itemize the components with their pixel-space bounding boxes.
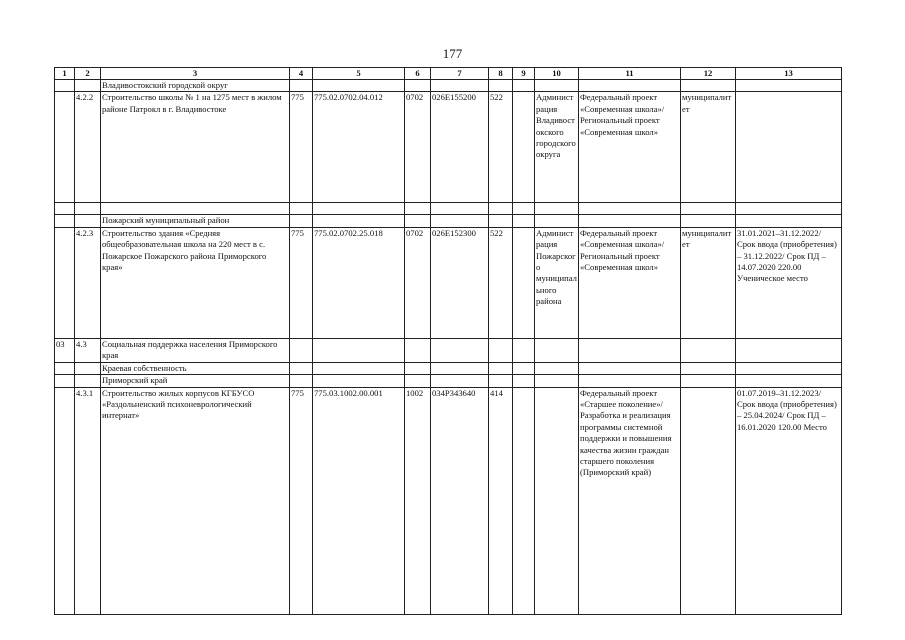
cell-code: 775 [290, 92, 313, 203]
row-number: 4.2.2 [75, 92, 101, 203]
object-name: Строительство здания «Средняя общеобразовательная школа на 220 мест в с. Пожарское Пожарского района Приморского края» [101, 227, 290, 338]
column-header: 10 [535, 68, 579, 80]
cell-customer: Администрация Владивостокского городского округа [535, 92, 579, 203]
header-row [55, 68, 842, 80]
section-row [55, 203, 842, 215]
column-header: 1 [55, 68, 75, 80]
cell-dates: 01.07.2019–31.12.2023/ Срок ввода (приобретения) – 25.04.2024/ Срок ПД – 16.01.2020 120.00 Место [736, 387, 842, 614]
cell-customer [535, 387, 579, 614]
cell-target-code: 026E152300 [431, 227, 489, 338]
cell-dates: 31.01.2021–31.12.2022/ Срок ввода (приобретения) – 31.12.2022/ Срок ПД – 14.07.2020 220.00 Ученическое место [736, 227, 842, 338]
cell-dates [736, 92, 842, 203]
column-header: 8 [489, 68, 513, 80]
cell-col9 [513, 387, 535, 614]
section-title: Пожарский муниципальный район [101, 215, 290, 227]
investment-objects-table [54, 67, 842, 615]
section-number: 4.3 [75, 338, 101, 362]
column-header: 7 [431, 68, 489, 80]
cell-code: 775 [290, 227, 313, 338]
column-header: 9 [513, 68, 535, 80]
column-header: 11 [579, 68, 681, 80]
cell-object-code: 775.02.0702.04.012 [313, 92, 405, 203]
cell-expense-code: 522 [489, 227, 513, 338]
table-row [55, 227, 842, 338]
cell-object-code: 775.02.0702.25.018 [313, 227, 405, 338]
table-row [55, 92, 842, 203]
column-header: 5 [313, 68, 405, 80]
section-row [55, 80, 842, 92]
section-row [55, 375, 842, 387]
row-number: 4.2.3 [75, 227, 101, 338]
row-number: 4.3.1 [75, 387, 101, 614]
cell-section-code: 0702 [405, 227, 431, 338]
table-row [55, 387, 842, 614]
cell-ownership: муниципалитет [681, 92, 736, 203]
section-row [55, 338, 842, 362]
column-header: 2 [75, 68, 101, 80]
column-header: 6 [405, 68, 431, 80]
cell-expense-code: 522 [489, 92, 513, 203]
cell-target-code: 034P343640 [431, 387, 489, 614]
page-number: 177 [442, 46, 463, 61]
cell-code: 775 [290, 387, 313, 614]
cell-object-code: 775.03.1002.00.001 [313, 387, 405, 614]
section-title: Приморский край [101, 375, 290, 387]
cell-col9 [513, 92, 535, 203]
section-row [55, 215, 842, 227]
column-header: 12 [681, 68, 736, 80]
column-header: 3 [101, 68, 290, 80]
section-code: 03 [55, 338, 75, 362]
section-title: Краевая собственность [101, 362, 290, 374]
cell-project: Федеральный проект «Старшее поколение»/Разработка и реализация программы системной поддержки и повышения качества жизни граждан старшего поколения (Приморский край) [579, 387, 681, 614]
cell-expense-code: 414 [489, 387, 513, 614]
cell-ownership: муниципалитет [681, 227, 736, 338]
cell-section-code: 0702 [405, 92, 431, 203]
object-name: Строительство школы № 1 на 1275 мест в жилом районе Патрокл в г. Владивостоке [101, 92, 290, 203]
cell-target-code: 026E155200 [431, 92, 489, 203]
section-title: Социальная поддержка населения Приморского края [101, 338, 290, 362]
section-row [55, 362, 842, 374]
section-title: Владивостокский городской округ [101, 80, 290, 92]
cell-ownership [681, 387, 736, 614]
cell-section-code: 1002 [405, 387, 431, 614]
column-header: 13 [736, 68, 842, 80]
cell-project: Федеральный проект «Современная школа»/Региональный проект «Современная школ» [579, 92, 681, 203]
cell-customer: Администрация Пожарского муниципального района [535, 227, 579, 338]
column-header: 4 [290, 68, 313, 80]
cell-project: Федеральный проект «Современная школа»/Региональный проект «Современная школ» [579, 227, 681, 338]
cell-col9 [513, 227, 535, 338]
object-name: Строительство жилых корпусов КГБУСО «Раздольненский психоневрологический интернат» [101, 387, 290, 614]
